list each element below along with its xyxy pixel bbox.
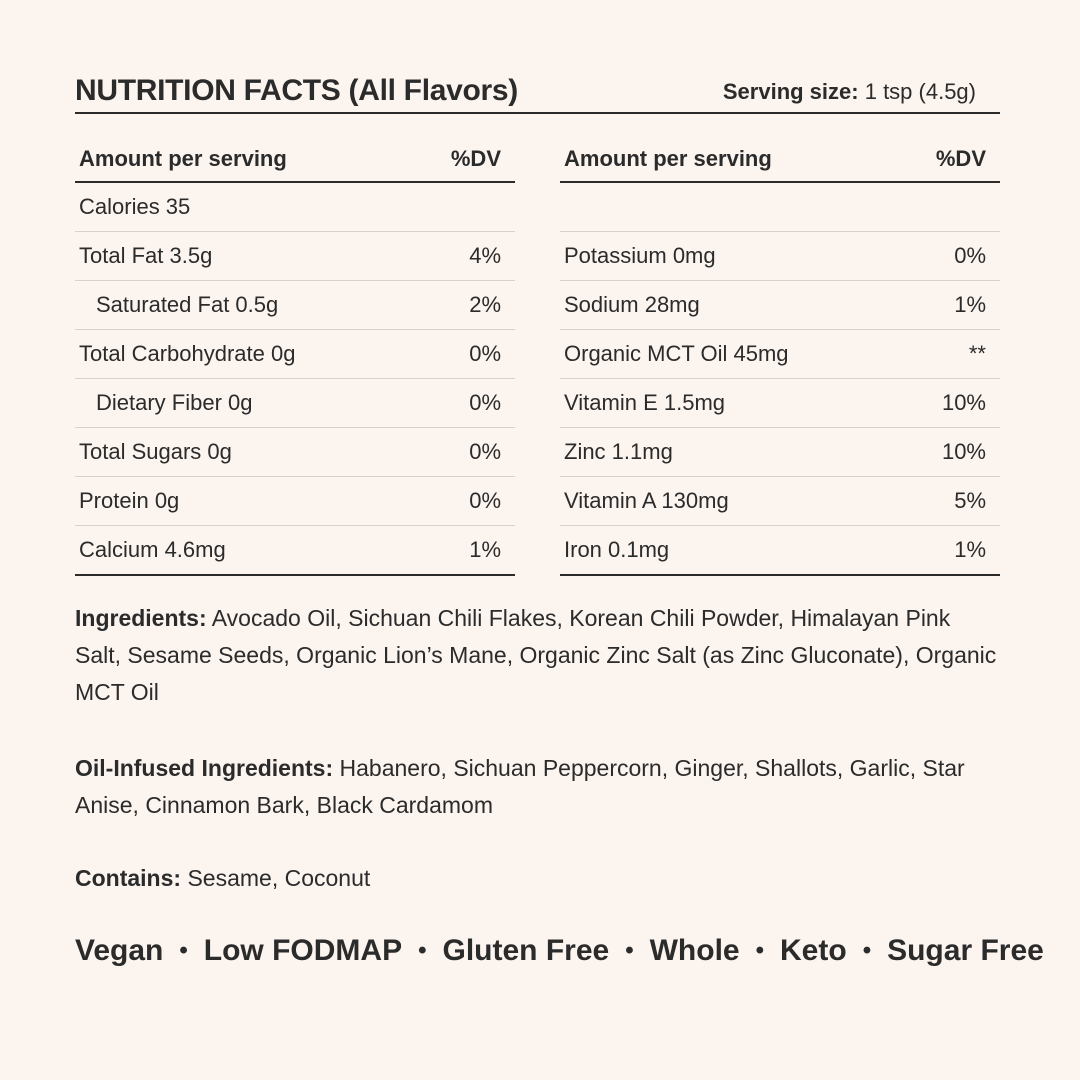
table-row [75, 428, 515, 477]
serving-size-value: 1 tsp (4.5g) [864, 79, 976, 104]
nutrient-name: Potassium 0mg [564, 243, 716, 268]
ingredients-paragraph [75, 600, 1000, 711]
table-row [75, 232, 515, 281]
table-row [75, 281, 515, 330]
nutrient-name: Dietary Fiber 0g [96, 390, 253, 415]
nutrient-name: Sodium 28mg [564, 292, 700, 317]
table-row [560, 183, 1000, 232]
nutrient-dv: 5% [954, 488, 986, 513]
nutrient-name: Total Carbohydrate 0g [79, 341, 296, 366]
nutrient-name: Organic MCT Oil 45mg [564, 341, 789, 366]
nutrition-label [75, 70, 1000, 576]
nutrient-name: Saturated Fat 0.5g [96, 292, 279, 317]
nutrient-name: Vitamin A 130mg [564, 488, 729, 513]
nutrient-dv: 10% [941, 390, 986, 415]
nutrient-dv: 0% [469, 439, 501, 464]
contains-paragraph [75, 860, 1000, 897]
contains-label: Contains: [75, 865, 182, 891]
separator-dot: • [625, 937, 634, 964]
ingredients-label: Ingredients: [75, 605, 207, 631]
nutrient-name: Zinc 1.1mg [564, 439, 673, 464]
table-row [560, 232, 1000, 281]
nutrient-tables [75, 137, 1000, 576]
table-row [75, 526, 515, 576]
table-row [560, 477, 1000, 526]
badge: Low FODMAP [203, 934, 403, 967]
table-row [560, 379, 1000, 428]
nutrient-dv: 4% [469, 243, 501, 268]
separator-dot: • [755, 937, 765, 964]
page-title: NUTRITION FACTS (All Flavors) [75, 74, 518, 107]
separator-dot: • [862, 937, 872, 964]
nutrient-name: Calories 35 [79, 194, 191, 219]
badge: Vegan [75, 934, 164, 967]
table-row [75, 379, 515, 428]
oil-infused-label: Oil-Infused Ingredients: [75, 755, 334, 781]
badge: Sugar Free [887, 934, 1044, 967]
nutrient-dv: 0% [469, 390, 501, 415]
left-nutrient-table [75, 137, 515, 576]
table-row [75, 477, 515, 526]
nutrient-dv: 1% [954, 537, 986, 562]
table-row [75, 330, 515, 379]
nutrient-dv: 2% [469, 292, 501, 317]
nutrient-dv: 1% [469, 537, 501, 562]
nutrient-name: Iron 0.1mg [564, 537, 670, 562]
contains-text: Sesame, Coconut [181, 865, 371, 891]
separator-dot: • [179, 937, 188, 964]
oil-infused-paragraph [75, 750, 1000, 824]
badge: Whole [649, 934, 740, 967]
table-row [560, 428, 1000, 477]
nutrient-name: Total Sugars 0g [79, 439, 232, 464]
nutrient-dv: 0% [469, 488, 501, 513]
nutrient-name: Protein 0g [79, 488, 180, 513]
header-dv: %DV [450, 146, 501, 171]
table-row [560, 526, 1000, 576]
oil-infused-text: Habanero, Sichuan Peppercorn, Ginger, Shallots, Garlic, Star Anise, Cinnamon Bark, Black Cardamom [75, 755, 965, 818]
nutrient-dv: 1% [954, 292, 986, 317]
nutrient-dv: 10% [941, 439, 986, 464]
nutrient-name: Vitamin E 1.5mg [564, 390, 726, 415]
diet-badges [75, 934, 1044, 968]
nutrient-dv: 0% [469, 341, 501, 366]
table-row [560, 330, 1000, 379]
ingredients-text: Avocado Oil, Sichuan Chili Flakes, Korean Chili Powder, Himalayan Pink Salt, Sesame Seeds, Organic Lion’s Mane, Organic Zinc Salt (as Zinc Gluconate), Organic MCT Oil [75, 605, 997, 705]
table-header [560, 137, 1000, 183]
table-row [560, 281, 1000, 330]
header-dv: %DV [935, 146, 986, 171]
title-row [75, 70, 1000, 114]
nutrient-dv: ** [968, 341, 986, 366]
badge: Keto [780, 934, 847, 967]
header-amount: Amount per serving [79, 146, 287, 171]
table-row [75, 183, 515, 232]
badge: Gluten Free [442, 934, 610, 967]
nutrient-name: Total Fat 3.5g [79, 243, 213, 268]
nutrient-dv: 0% [954, 243, 986, 268]
serving-size [723, 79, 976, 108]
serving-size-label: Serving size: [722, 79, 859, 104]
separator-dot: • [418, 937, 427, 964]
right-nutrient-table [560, 137, 1000, 576]
nutrient-name: Calcium 4.6mg [79, 537, 226, 562]
header-amount: Amount per serving [564, 146, 772, 171]
table-header [75, 137, 515, 183]
